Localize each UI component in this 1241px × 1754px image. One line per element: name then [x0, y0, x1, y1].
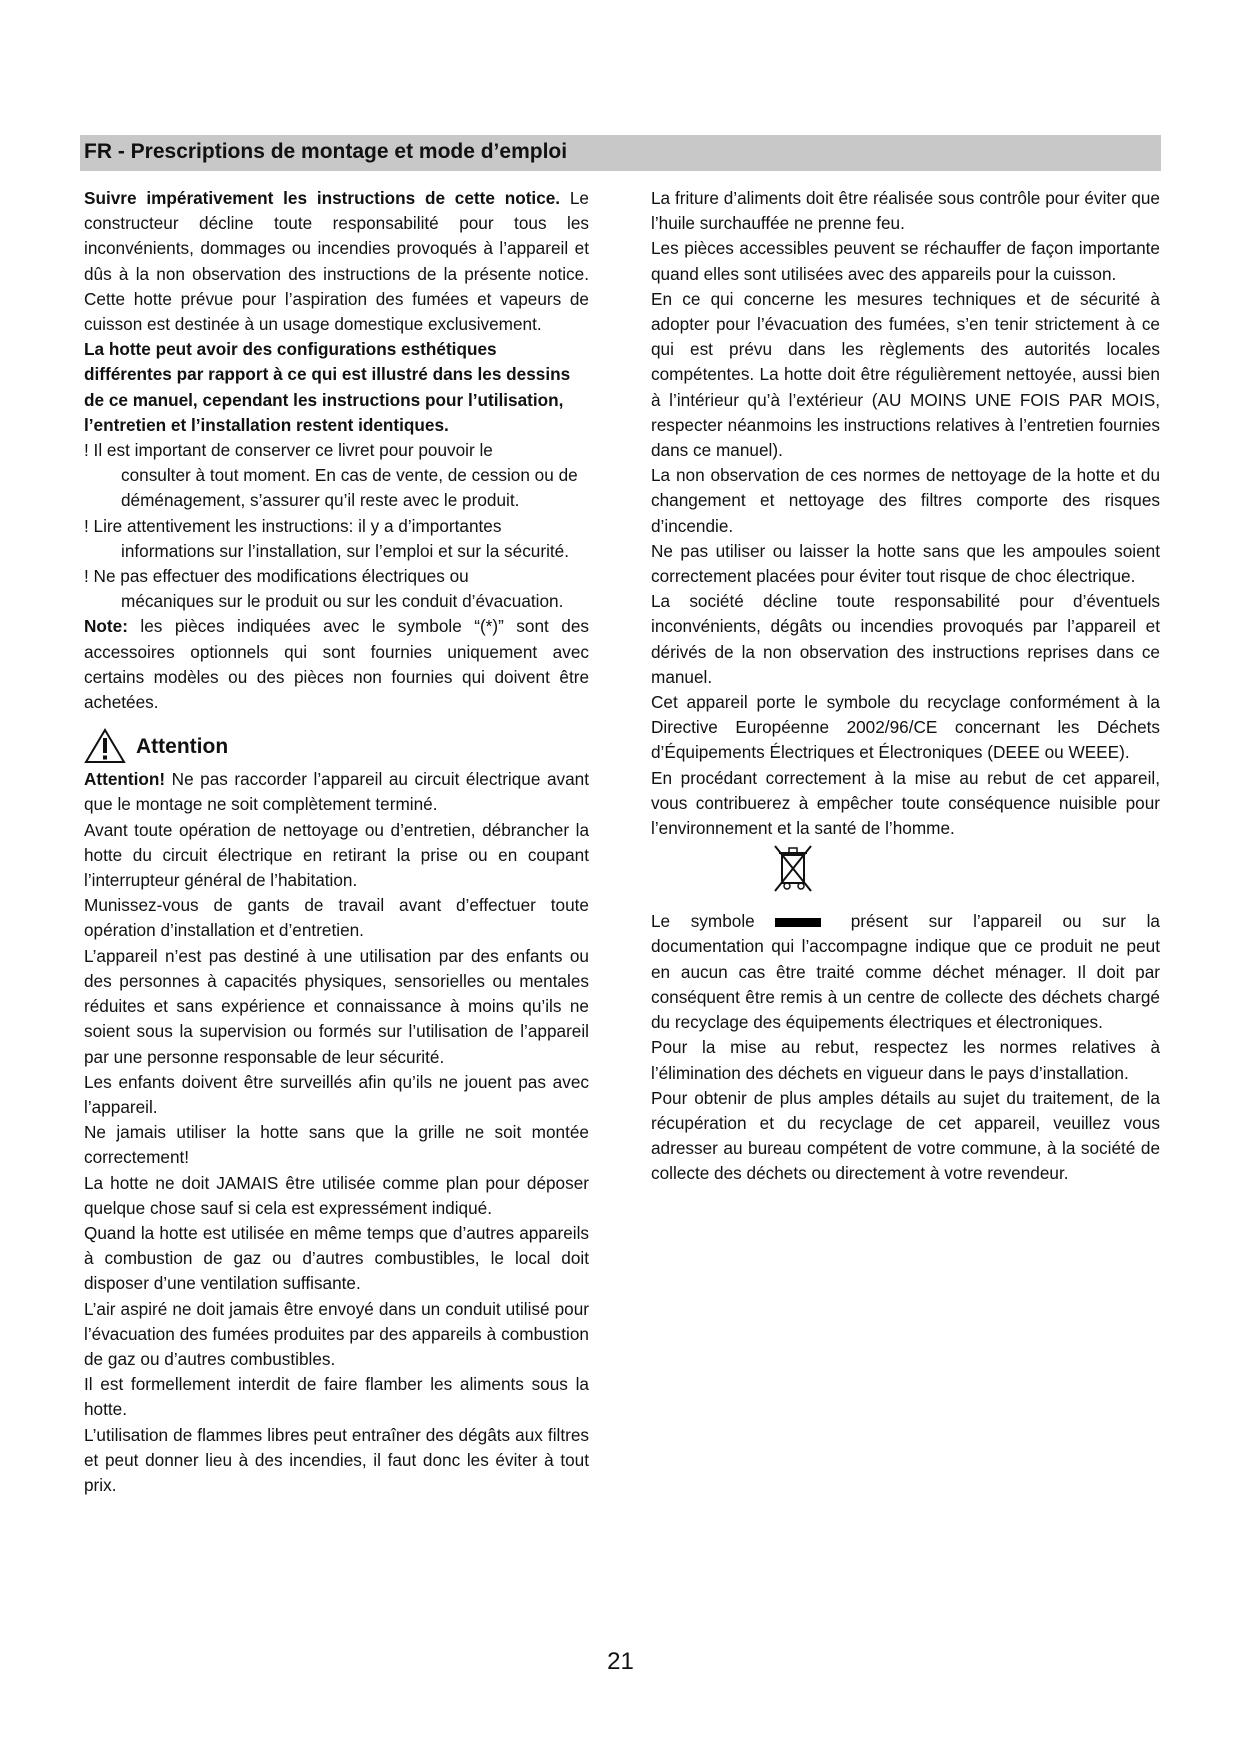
bullet-continuation: consulter à tout moment. En cas de vente, de cession ou de déménagement, s’assurer qu’il reste avec le produit.: [121, 465, 578, 511]
bullet-first-line: ! Ne pas effectuer des modifications électriques ou: [84, 566, 469, 587]
safety-paragraph: Munissez-vous de gants de travail avant d’effectuer toute opération d’installation et d’entretien.: [84, 895, 589, 941]
attention-paragraph: [84, 767, 589, 817]
black-bar-icon: [775, 918, 821, 927]
safety-paragraph: L’air aspiré ne doit jamais être envoyé dans un conduit utilisé pour l’évacuation des fumées produites par des appareils à combustion de gaz ou d’autres combustibles.: [84, 1298, 589, 1369]
bullet-item: [84, 564, 589, 614]
safety-paragraph: La hotte ne doit JAMAIS être utilisée comme plan pour déposer quelque chose sauf si cela est expressément indiqué.: [84, 1172, 589, 1218]
config-paragraph: [84, 337, 589, 438]
note-label: Note:: [84, 616, 128, 637]
weee-symbol-area: [651, 841, 1160, 909]
symbol-paragraph: [651, 909, 1160, 1035]
intro-bold: Suivre impérativement les instructions de cette notice.: [84, 188, 561, 208]
attention-text: Ne pas raccorder l’appareil au circuit électrique avant que le montage ne soit complètement terminé.: [84, 769, 589, 815]
bullet-first-line: ! Il est important de conserver ce livret pour pouvoir le: [84, 440, 493, 461]
config-bold: La hotte peut avoir des configurations esthétiques différentes par rapport à ce qui est illustré dans les dessins de ce manuel, cependant les instructions pour l’utilisation, l’entretien et l’installation restent identiques.: [84, 339, 571, 435]
symbol-before: Le symbole: [651, 911, 755, 932]
safety-paragraph: Quand la hotte est utilisée en même temps que d’autres appareils à combustion de gaz ou d’autres combustibles, le local doit disposer d’une ventilation suffisante.: [84, 1222, 589, 1294]
safety-paragraph: L’appareil n’est pas destiné à une utilisation par des enfants ou des personnes à capacités physiques, sensorielles ou mentales réduites et sans expérience et connaissance à moins qu’ils ne soient sous la supervision ou formés sur l’utilisation de l’appareil par une personne responsable de leur sécurité.: [84, 945, 589, 1067]
warning-triangle-icon: [84, 728, 126, 764]
safety-paragraph: Pour obtenir de plus amples détails au sujet du traitement, de la récupération et du recyclage de cet appareil, veuillez vous adresser au bureau compétent de votre commune, à la société de collecte des déchets ou directement à votre revendeur.: [651, 1087, 1160, 1184]
bullet-first-line: ! Lire attentivement les instructions: il y a d’importantes: [84, 515, 502, 536]
safety-paragraph: En ce qui concerne les mesures techniques et de sécurité à adopter pour l’évacuation des fumées, s’en tenir strictement à ce qui est prévu dans les règlements des autorités locales compétentes. La hotte doit être régulièrement nettoyée, aussi bien à l’intérieur qu’à l’extérieur (AU MOINS UNE FOIS PAR MOIS, respecter néanmoins les instructions relatives à l’entretien fournies dans ce manuel).: [651, 288, 1160, 461]
section-header-bar: [80, 135, 1161, 171]
safety-paragraph: Avant toute opération de nettoyage ou d’entretien, débrancher la hotte du circuit électrique en retirant la prise ou en coupant l’interrupteur général de l’habitation.: [84, 819, 589, 891]
left-column: [84, 186, 589, 1498]
safety-paragraph: La friture d’aliments doit être réalisée sous contrôle pour éviter que l’huile surchauffée ne prenne feu.: [651, 188, 1160, 234]
safety-paragraph: Ne jamais utiliser la hotte sans que la grille ne soit montée correctement!: [84, 1122, 589, 1168]
crossed-bin-icon: [771, 843, 815, 895]
note-text: les pièces indiquées avec le symbole “(*)” sont des accessoires optionnels qui sont fournies uniquement avec certains modèles ou des pièces non fournies qui doivent être achetées.: [84, 616, 589, 713]
safety-paragraph: Les pièces accessibles peuvent se réchauffer de façon importante quand elles sont utilisées avec des appareils pour la cuisson.: [651, 238, 1160, 284]
safety-paragraph: Ne pas utiliser ou laisser la hotte sans que les ampoules soient correctement placées pour éviter tout risque de choc électrique.: [651, 540, 1160, 587]
attention-title: Attention: [136, 734, 229, 758]
safety-paragraph: La société décline toute responsabilité pour d’éventuels inconvénients, dégâts ou incendies provoqués par l’appareil et dérivés de la non observation des instructions reprises dans ce manuel.: [651, 591, 1160, 687]
attention-bold: Attention!: [84, 769, 166, 790]
safety-paragraph: L’utilisation de flammes libres peut entraîner des dégâts aux filtres et peut donner lieu à des incendies, il faut donc les éviter à tout prix.: [84, 1424, 589, 1495]
right-column: [651, 186, 1160, 1187]
safety-paragraph: En procédant correctement à la mise au rebut de cet appareil, vous contribuerez à empêcher toute conséquence nuisible pour l’environnement et la santé de l’homme.: [651, 767, 1160, 839]
bullet-continuation: mécaniques sur le produit ou sur les conduit d’évacuation.: [121, 591, 564, 612]
intro-text: Le constructeur décline toute responsabilité pour tous les inconvénients, dommages ou incendies provoqués à l’appareil et dûs à la non observation des instructions de la présente notice. Cette hotte prévue pour l’aspiration des fumées et vapeurs de cuisson est destinée à un usage domestique exclusivement.: [84, 188, 589, 335]
symbol-after: présent sur l’appareil ou sur la documentation qui l’accompagne indique que ce produit ne peut en aucun cas être traité comme déchet ménager. Il doit par conséquent être remis à un centre de collecte des déchets chargé du recyclage des équipements électriques et électroniques.: [651, 911, 1160, 1033]
page-number: 21: [607, 1648, 634, 1675]
note-paragraph: [84, 614, 589, 715]
safety-paragraph: Les enfants doivent être surveillés afin qu’ils ne jouent pas avec l’appareil.: [84, 1071, 589, 1117]
bullet-item: [84, 514, 589, 564]
bullet-continuation: informations sur l’installation, sur l’emploi et sur la sécurité.: [121, 540, 570, 561]
safety-paragraph: Pour la mise au rebut, respectez les normes relatives à l’élimination des déchets en vigueur dans le pays d’installation.: [651, 1037, 1160, 1083]
safety-paragraph: La non observation de ces normes de nettoyage de la hotte et du changement et nettoyage des filtres comporte des risques d’incendie.: [651, 465, 1160, 536]
safety-paragraph: Il est formellement interdit de faire flamber les aliments sous la hotte.: [84, 1374, 589, 1420]
safety-paragraph: Cet appareil porte le symbole du recyclage conformément à la Directive Européenne 2002/96/CE concernant les Déchets d’Équipements Électriques et Électroniques (DEEE ou WEEE).: [651, 692, 1160, 763]
section-title: FR - Prescriptions de montage et mode d’emploi: [84, 140, 568, 163]
intro-paragraph: [84, 186, 589, 337]
attention-heading: [84, 727, 589, 765]
bullet-item: [84, 438, 589, 514]
